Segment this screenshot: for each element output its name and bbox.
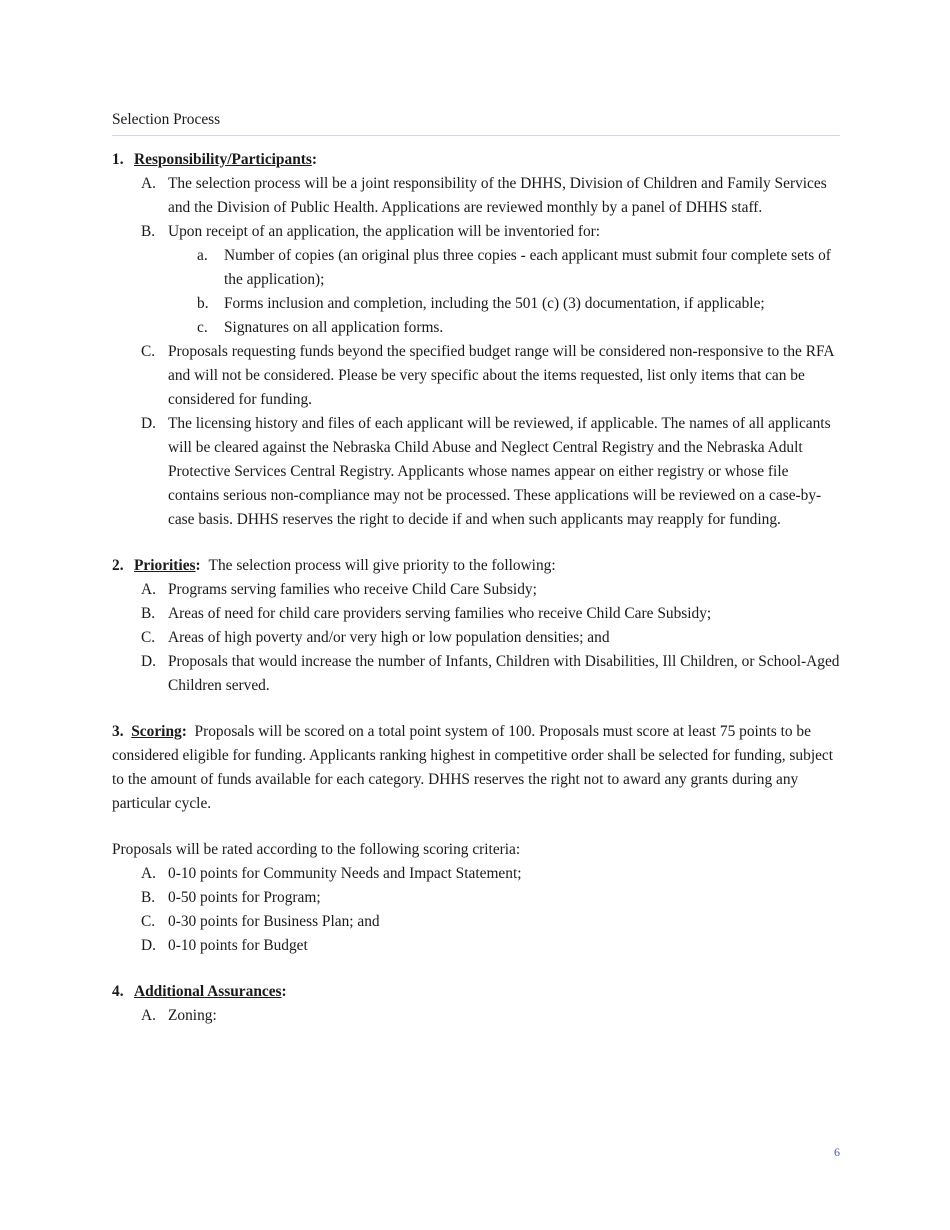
page-number: 6 [834,1145,840,1159]
list-text: 0-50 points for Program; [168,889,321,906]
list-label: A. [141,581,156,598]
list-label: A. [141,1007,156,1024]
list-text: 0-30 points for Business Plan; and [168,913,380,930]
list-item [112,412,842,532]
page-header: Selection Process [112,108,840,136]
sub-list-item [112,244,842,292]
list-item [112,886,842,910]
list-text: The selection process will be a joint responsibility of the DHHS, Division of Children and Family Services and the Division of Public Health. Applications are reviewed monthly by a panel of DHHS staff. [168,175,827,216]
section-heading: 4. Additional Assurances: [112,980,842,1004]
list-item [112,602,842,626]
list-item [112,934,842,958]
list-item [112,172,842,220]
list-label: C. [141,343,156,360]
section-title: Additional Assurances [134,983,282,1000]
list-item [112,862,842,886]
section-title: Scoring [131,723,182,740]
section-number: 3. [112,723,124,740]
section-intro: Proposals will be scored on a total point system of 100. Proposals must score at least 75 points to be considered eligible for funding. Applicants ranking highest in competitive order shall be selected for funding, subject to the amount of funds available for each category. DHHS reserves the right not to award any grants during any particular cycle. [112,723,834,812]
list-label: B. [141,605,156,622]
list-label: A. [141,865,156,882]
section-number: 2. [112,557,124,574]
scoring-criteria-intro: Proposals will be rated according to the following scoring criteria: [112,841,521,858]
list-label: D. [141,937,156,954]
section-intro: The selection process will give priority to the following: [208,557,556,574]
list-item [112,220,842,244]
list-label: C. [141,629,156,646]
list-text: Areas of need for child care providers serving families who receive Child Care Subsidy; [168,605,712,622]
list-label: B. [141,889,156,906]
list-text: 0-10 points for Budget [168,937,308,954]
section-number: 4. [112,983,124,1000]
section-heading: 2. Priorities: The selection process will give priority to the following: [112,554,842,578]
list-text: Zoning: [168,1007,217,1024]
list-label: B. [141,223,156,240]
list-item [112,578,842,602]
list-text: Proposals requesting funds beyond the specified budget range will be considered non-responsive to the RFA and will not be considered. Please be very specific about the items requested, list only items that can be considered for funding. [168,343,834,408]
list-label: A. [141,175,156,192]
list-label: D. [141,653,156,670]
sub-list-label: b. [197,295,209,312]
list-text: Areas of high poverty and/or very high or low population densities; and [168,629,610,646]
document-body [112,148,842,1028]
list-label: D. [141,415,156,432]
sub-list-item [112,292,842,316]
list-item [112,910,842,934]
sub-list-text: Signatures on all application forms. [224,319,444,336]
sub-list-label: c. [197,319,208,336]
list-text: The licensing history and files of each applicant will be reviewed, if applicable. The names of all applicants will be cleared against the Nebraska Child Abuse and Neglect Central Registry and the Nebraska Adult Protective Services Central Registry. Applicants whose names appear on either registry or whose file contains serious non-compliance may not be processed. These applications will be reviewed on a case-by-case basis. DHHS reserves the right to decide if and when such applicants may reapply for funding. [168,415,831,528]
list-item [112,626,842,650]
list-item [112,650,842,698]
sub-list-label: a. [197,247,208,264]
list-text: Proposals that would increase the number of Infants, Children with Disabilities, Ill Children, or School-Aged Children served. [168,653,840,694]
list-text: Upon receipt of an application, the application will be inventoried for: [168,223,601,240]
list-item [112,340,842,412]
sub-list-item [112,316,842,340]
list-text: 0-10 points for Community Needs and Impact Statement; [168,865,522,882]
section-title: Responsibility/Participants [134,151,312,168]
sub-list-text: Forms inclusion and completion, including the 501 (c) (3) documentation, if applicable; [224,295,765,312]
sub-list-text: Number of copies (an original plus three copies - each applicant must submit four complete sets of the application); [224,247,831,288]
list-text: Programs serving families who receive Child Care Subsidy; [168,581,537,598]
section-heading: 1. Responsibility/Participants: [112,148,842,172]
section-number: 1. [112,151,124,168]
list-item [112,1004,842,1028]
list-label: C. [141,913,156,930]
section-title: Priorities [134,557,196,574]
section-heading: 3. Scoring: Proposals will be scored on a total point system of 100. Proposals must score at least 75 points to be considered eligible for funding. Applicants ranking highest in competitive order shall be selected for funding, subject to the amount of funds available for each category. DHHS reserves the right not to award any grants during any particular cycle. [112,723,834,812]
